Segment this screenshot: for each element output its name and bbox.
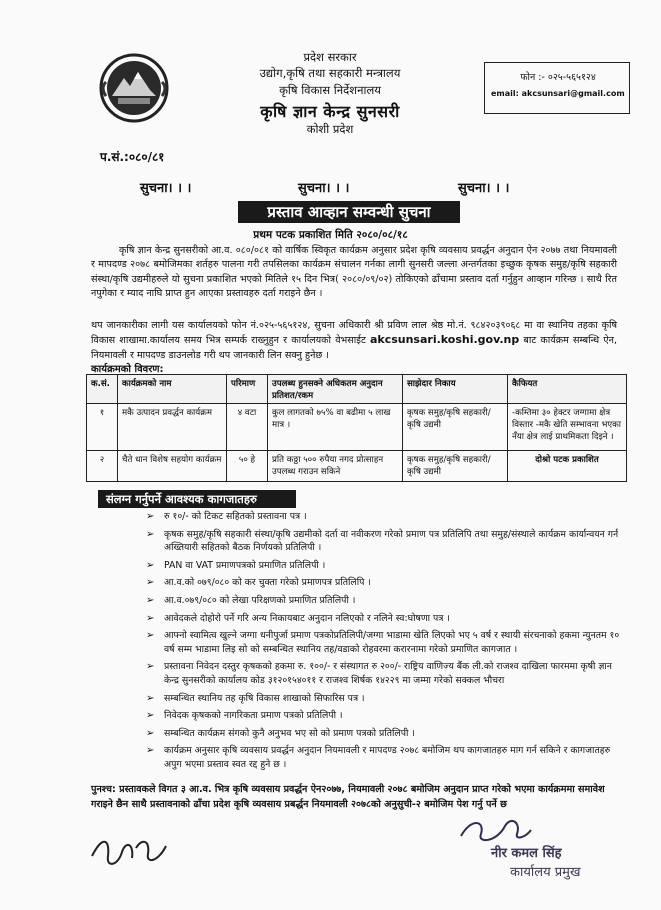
table-header-row — [87, 375, 627, 404]
postscript-note: पुनश्च: प्रस्तावकले विगत ३ आ.व. भित्र कृषि व्यवसाय प्रवर्द्धन ऐन२०७७, नियमावली २०७८ बमोजिम अनुदान प्राप्त गरेको भएमा कार्यक्रममा समावेश गराइने छैन साथै प्रस्तावनाको ढाँचा प्रदेश कृषि व्यवसाय प्रबर्द्धन नियमावली २०७८को अनुसुची-२ बमोजिम पेश गर्नु पर्ने छ — [91, 784, 605, 810]
contact-paragraph-tail: बाट कार्यक्रम सम्बन्धि ऐन, नियमावली र मापदण्ड डाउनलोड गरी थप जानकारी लिन सक्नु हुनेछ । — [91, 335, 617, 361]
document-item-text: सम्बन्धित स्थानिय तह कृषि विकास शाखाको सिफारिस पत्र । — [164, 692, 365, 704]
header-province: प्रदेश सरकार — [303, 50, 357, 64]
document-item-text: रु १०/- को टिकट सहितको प्रस्तावना पत्र । — [164, 511, 307, 522]
documents-heading: संलग्न गर्नुपर्ने आवश्यक कागजातहरु — [98, 490, 296, 508]
publish-date: प्रथम पटक प्रकाशित मिति २०८०/०८/१८ — [253, 229, 408, 241]
col-header-grant: उपलब्ध हुनसक्ने अधिकतम अनुदान प्रतिशत/रकम — [268, 375, 403, 404]
document-item-text: कृषक समुह/कृषि सहकारी संस्था/कृषि उद्यमीको दर्ता वा नवीकरण गरेको प्रमाण पत्र प्रतिलिपि तथा समुह/संस्थाले कार्यक्रम कार्यान्वयन गर्न अख्तियारी सहितको बैठक निर्णयको प्रतिलिपी । — [164, 528, 619, 554]
arrow-bullet-icon: ➢ — [146, 745, 155, 757]
arrow-bullet-icon: ➢ — [146, 528, 155, 540]
arrow-bullet-icon: ➢ — [146, 511, 155, 522]
document-item-text: कार्यक्रम अनुसार कृषि व्यवसाय प्रवर्द्धन अनुदान नियमावली र मापदण्ड २०७८ बमोजिम थप कागजातहरु माग गर्न सकिने र कागजातहरु अपुग भएमा प्रस्ताव स्वत रद्द हुने छ । — [164, 745, 611, 770]
arrow-bullet-icon: ➢ — [146, 594, 155, 606]
website-link[interactable]: akcsunsari.koshi.gov.np — [369, 333, 520, 347]
documents-list — [144, 510, 624, 776]
contact-box — [484, 62, 630, 114]
cell-program: चैते धान विशेष सहयोग कार्यक्रम — [118, 451, 227, 482]
header-ministry: उद्योग,कृषि तथा सहकारी मन्त्रालय — [259, 66, 401, 80]
notice-label-2: सुचना। । । — [298, 181, 350, 196]
cell-partner: कृषक समुह/कृषि सहकारी/कृषि उद्यमी — [403, 451, 508, 482]
contact-email: email: akcsunsari@gmail.com — [491, 89, 625, 98]
intro-paragraph: कृषि ज्ञान केन्द्र सुनसरीको आ.व. ०८०/०८१ को वार्षिक स्विकृत कार्यक्रम अनुसार प्रदेश कृषि व्यवसाय प्रवर्द्धन अनुदान ऐन २०७७ तथा नियमावली र मापदण्ड २०७८ बमोजिमका शर्तहरु पालना गरी तपसिलका कार्यक्रम संचालन गर्नका लागी सुनसरी जल्ला अन्तर्गतका इच्छुक कृषक समुह/कृषि सहकारी संस्था/कृषि उद्यमीहरुले यो सुचना प्रकाशित भएको मितिले १५ दिन भित्र( २०८०/०९/०२) तोकिएको ढाँचामा प्रस्ताव दर्ता गर्नुहुन आव्हान गरिन्छ । साथै रित नपुगेका र म्याद नाघि प्राप्त हुन आएका प्रस्तावहरु दर्ता गराइने छैन । — [91, 245, 617, 300]
reference-number: प.सं.:०८०/८१ — [100, 150, 165, 164]
document-item-text: PAN वा VAT प्रमाणपत्रको प्रमाणित प्रतिलिपी । — [164, 559, 326, 571]
header-directorate: कृषि विकास निर्देशनालय — [279, 83, 381, 97]
document-list-item — [144, 559, 624, 573]
document-item-text: निवेदक कृषकको नागरिकता प्रमाण पत्रको प्रतिलिपी । — [164, 710, 343, 722]
document-list-item — [144, 709, 624, 723]
contact-phone: फोन :- ०२५-५६५१२४ — [520, 72, 596, 83]
arrow-bullet-icon: ➢ — [146, 710, 155, 722]
cell-remarks: दोश्रो पटक प्रकाशित — [508, 451, 627, 482]
cell-program: मकै उत्पादन प्रवर्द्धन कार्यक्रम — [118, 404, 227, 451]
arrow-bullet-icon: ➢ — [146, 577, 155, 589]
document-list-item — [144, 692, 624, 706]
officer-title: कार्यालय प्रमुख — [510, 865, 581, 880]
col-header-quantity: परिमाण — [227, 375, 268, 404]
signature-mark-right — [455, 812, 535, 847]
cell-partner: कृषक समुह/कृषि सहकारी/कृषि उद्यमी — [403, 404, 508, 451]
document-item-text: आ.व.०७९/०८० को लेखा परिक्षणको प्रमाणित प्रतिलिपी । — [164, 594, 356, 606]
cell-quantity: ४ वटा — [227, 404, 268, 451]
contact-paragraph-text: थप जानकारीका लागी यस कार्यालयको फोन नं.०२५-५६५१२४, सुचना अधिकारी श्री प्रविण लाल श्रेष्ठ मो.नं. ९८४२०३९०६८ मा वा स्थानिय तहका कृषि विकास शाखामा.कार्यालय समय भित्र सम्पर्क राख्नुहुन र कार्यालयको वेभसाईट — [91, 320, 617, 347]
cell-sn: १ — [87, 404, 118, 451]
notice-label-1: सुचना। । । — [140, 181, 192, 196]
header-location: कोशी प्रदेश — [306, 122, 354, 136]
col-header-sn: क.सं. — [87, 375, 118, 404]
arrow-bullet-icon: ➢ — [146, 630, 155, 642]
table-row — [87, 451, 627, 482]
document-list-item — [144, 660, 624, 687]
document-item-text: आफ्नो स्वामित्व खुल्ने जग्गा धनीपुर्जा प्रमाण पत्रकोप्रतिलिपी/जग्गा भाडामा खेति लिएको भए ५ वर्ष र स्थायी संरचनाको हकमा न्युनतम १० वर्ष सम्म भाडामा लिइ सो को सम्बन्धित स्थानिय तह/वडाको रोहवरमा करारनामा गरेको प्रमाणित कागजात । — [164, 630, 620, 655]
document-list-item — [144, 744, 624, 771]
col-header-program: कार्यक्रमको नाम — [118, 375, 227, 404]
document-item-text: सम्बन्धित कार्यक्रम संगको कुनै अनुभव भए सो को प्रमाण पत्रको प्रतिलिपी । — [164, 727, 415, 739]
arrow-bullet-icon: ➢ — [146, 727, 155, 739]
document-list-item — [144, 510, 624, 524]
officer-name: नीर कमल सिंह — [491, 846, 562, 861]
programs-table — [86, 374, 627, 482]
contact-paragraph — [91, 319, 617, 363]
document-list-item — [144, 594, 624, 608]
cell-grant: प्रति कठ्ठा ५०० रुपैया नगद प्रोत्साहन उपलब्ध गराउन सकिने — [268, 451, 403, 482]
document-list-item — [144, 576, 624, 590]
cell-quantity: ५० हे — [227, 451, 268, 482]
cell-remarks: -कम्तिमा ३० हेक्टर जग्गामा क्षेत्र विस्तार -मकै खेति सम्भावना भएका नँया क्षेत्र लाई प्राथमिकता दिइने । — [508, 404, 627, 451]
document-list-item — [144, 528, 624, 555]
cell-sn: २ — [87, 451, 118, 482]
table-row — [87, 404, 627, 451]
document-item-text: आवेदकले दोहोरो पर्ने गरि अन्य निकायबाट अनुदान नलिएको र नलिने स्व:घोषणा पत्र । — [164, 612, 450, 624]
document-item-text: प्रस्तावना निवेदन दस्तुर कृषकको हकमा रु. १००/- र संस्थागत रु २००/- राष्ट्रिय वाणिज्य बैंक ली.को राजश्व दाखिला फारममा कृषी ज्ञान केन्द्र सुनसरीको कार्यालय कोड ३१२०१५४०११ र राजश्व शिर्षक १४२२९ मा जम्मा गरेको सक्कल भौचरा — [164, 661, 612, 686]
header-office-name: कृषि ज्ञान केन्द्र सुनसरी — [260, 102, 400, 121]
col-header-partner: साझेदार निकाय — [403, 375, 508, 404]
notice-label-3: सुचना। । । — [458, 181, 510, 196]
arrow-bullet-icon: ➢ — [146, 692, 155, 704]
col-header-remarks: कैफियत — [508, 375, 627, 404]
document-item-text: आ.व.को ०७९/०८० को कर चुक्ता गरेको प्रमाणपत्र प्रतिलिपि । — [164, 577, 371, 589]
document-list-item — [144, 727, 624, 741]
arrow-bullet-icon: ➢ — [146, 559, 155, 571]
programs-heading: कार्यक्रमको विवरण: — [91, 364, 164, 375]
government-emblem-logo — [98, 52, 170, 124]
document-list-item — [144, 629, 624, 656]
cell-grant: कुल लागतको ७५% वा बढीमा ५ लाख मात्र । — [268, 404, 403, 451]
signature-mark-left — [88, 826, 178, 874]
arrow-bullet-icon: ➢ — [146, 612, 155, 624]
document-list-item — [144, 612, 624, 626]
arrow-bullet-icon: ➢ — [146, 661, 155, 673]
notice-title: प्रस्ताव आव्हान सम्वन्धी सुचना — [238, 201, 460, 223]
